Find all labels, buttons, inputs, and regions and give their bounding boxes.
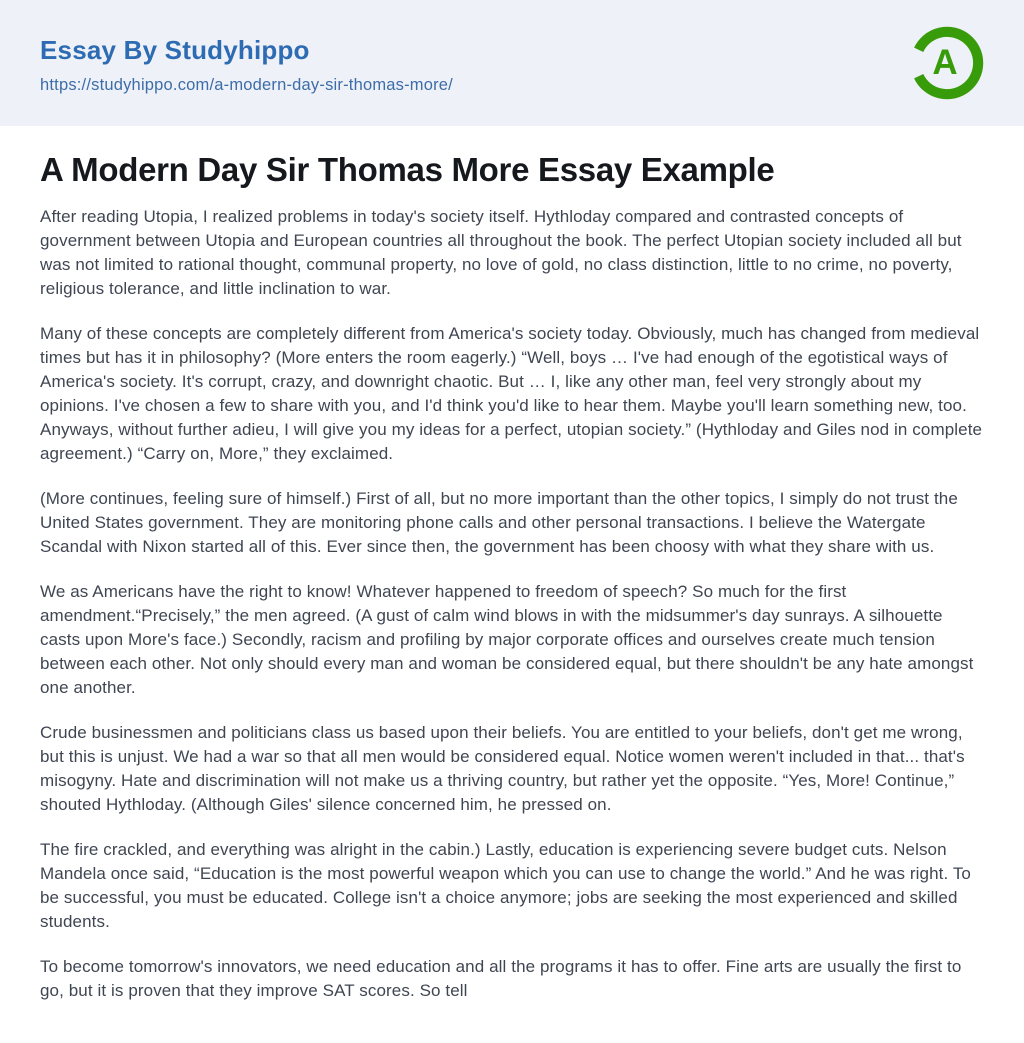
logo-letter: A: [932, 42, 958, 82]
essay-body: [40, 205, 984, 1003]
page-header: [0, 0, 1024, 126]
studyhippo-logo: [908, 24, 986, 102]
page-title: A Modern Day Sir Thomas More Essay Example: [40, 151, 775, 188]
essay-paragraph-3: (More continues, feeling sure of himself.) First of all, but no more important than the other topics, I simply do not trust the United States government. They are monitoring phone calls and other personal transactions. I believe the Watergate Scandal with Nixon started all of this. Ever since then, the government has been choosy with what they share with us.: [40, 489, 958, 556]
essay-paragraph-6: The fire crackled, and everything was alright in the cabin.) Lastly, education is experiencing severe budget cuts. Nelson Mandela once said, “Education is the most powerful weapon which you can use to change the world.” And he was right. To be successful, you must be educated. College isn't a choice anymore; jobs are seeking the most experienced and skilled students.: [40, 840, 971, 931]
essay-paragraph-7: To become tomorrow's innovators, we need education and all the programs it has to offer. Fine arts are usually the first to go, but it is proven that they improve SAT scores. So tell: [40, 957, 962, 1000]
site-title: Essay By Studyhippo: [40, 35, 310, 65]
essay-paragraph-1: After reading Utopia, I realized problems in today's society itself. Hythloday compared and contrasted concepts of government between Utopia and European countries all throughout the book. The perfect Utopian society included all but was not limited to rational thought, communal property, no love of gold, no class distinction, little to no crime, no poverty, religious tolerance, and little inclination to war.: [40, 207, 962, 298]
header-text-block: [40, 31, 453, 95]
essay-url-link[interactable]: https://studyhippo.com/a-modern-day-sir-thomas-more/: [40, 76, 453, 94]
essay-paragraph-2: Many of these concepts are completely different from America's society today. Obviously, much has changed from medieval times but has it in philosophy? (More enters the room eagerly.) “Well, boys … I've had enough of the egotistical ways of America's society. It's corrupt, crazy, and downright chaotic. But … I, like any other man, feel very strongly about my opinions. I've chosen a few to share with you, and I'd think you'd like to hear them. Maybe you'll learn something new, too. Anyways, without further adieu, I will give you my ideas for a perfect, utopian society.” (Hythloday and Giles nod in complete agreement.) “Carry on, More,” they exclaimed.: [40, 324, 983, 463]
essay-content: [0, 126, 1024, 1003]
essay-paragraph-4: We as Americans have the right to know! Whatever happened to freedom of speech? So much for the first amendment.“Precisely,” the men agreed. (A gust of calm wind blows in with the midsummer's day sunrays. A silhouette casts upon More's face.) Secondly, racism and profiling by major corporate offices and ourselves create much tension between each other. Not only should every man and woman be considered equal, but there shouldn't be any hate amongst one another.: [40, 582, 974, 697]
essay-paragraph-5: Crude businessmen and politicians class us based upon their beliefs. You are entitled to your beliefs, don't get me wrong, but this is unjust. We had a war so that all men would be considered equal. Notice women weren't included in that... that's misogyny. Hate and discrimination will not make us a thriving country, but rather yet the opposite. “Yes, More! Continue,” shouted Hythloday. (Although Giles' silence concerned him, he pressed on.: [40, 723, 965, 814]
